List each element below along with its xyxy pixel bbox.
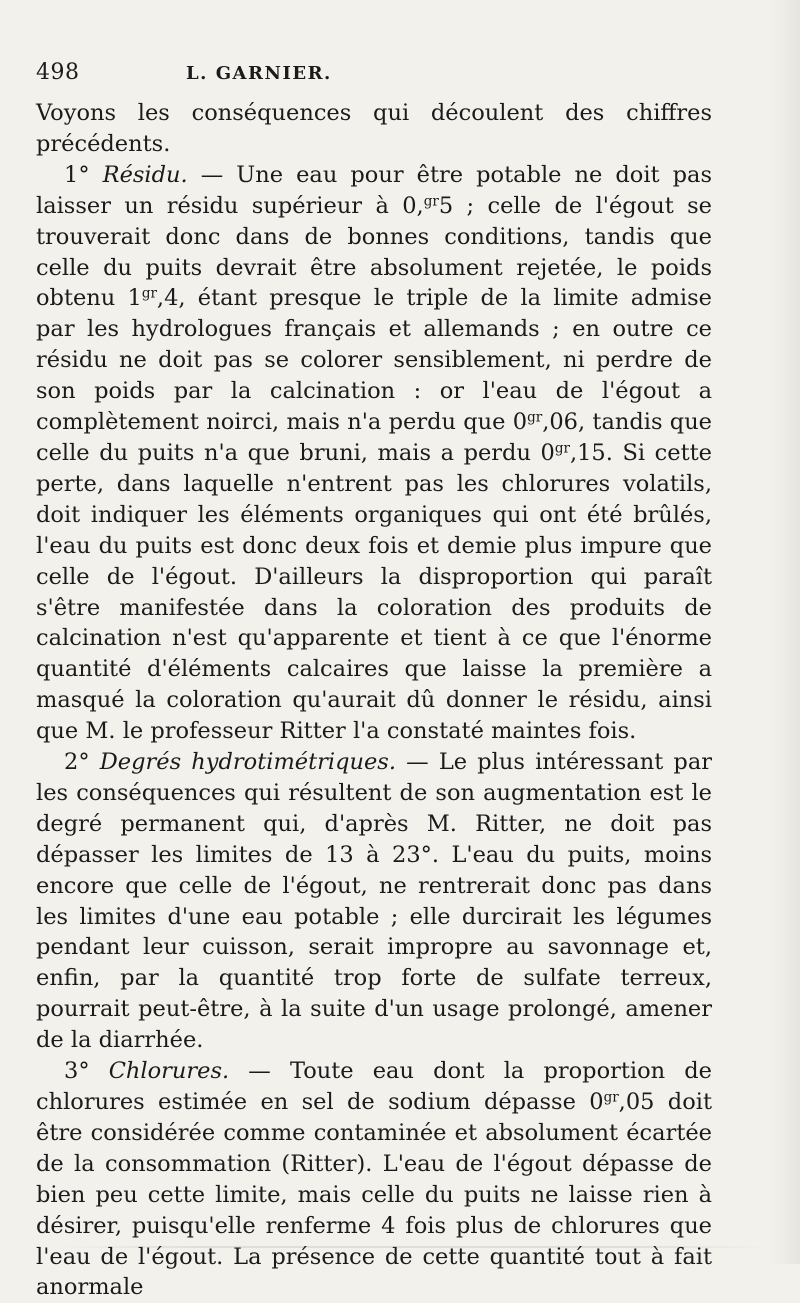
running-head: L. GARNIER. — [186, 63, 332, 84]
paragraph-intro — [36, 98, 712, 160]
body-text — [36, 98, 712, 1303]
paragraph-text: 2° Degrés hydrotimétriques. — Le plus intéressant par les conséquences qui résultent de son augmentation est le degré permanent qui, d'après M. Ritter, ne doit pas dépasser les limites de 13 à 23°. L'eau du puits, moins encore que celle de l'égout, ne rentrerait donc pas dans les limites d'une eau potable ; elle durcirait les légumes pendant leur cuisson, serait impropre au savonnage et, enfin, par la quantité trop forte de sulfate terreux, pourrait peut-être, à la suite d'un usage prolongé, amener de la diarrhée. — [36, 749, 712, 1054]
paragraph-text: Voyons les conséquences qui découlent des chiffres précédents. — [36, 100, 712, 157]
paragraph-residu — [36, 160, 712, 747]
paragraph-text: 3° Chlorures. — Toute eau dont la proportion de chlorures estimée en sel de sodium dépasse $0^{gr},05$ doit être considérée comme contaminée et absolument écartée de la consommation (Ritter). L'eau de l'égout dépasse de bien peu cette limite, mais celle du puits ne laisse rien à désirer, puisqu'elle renferme 4 fois plus de chlorures que l'eau de l'égout. La présence de cette quantité tout à fait anormale — [36, 1058, 712, 1301]
page-number: 498 — [36, 60, 80, 85]
bleed-through-shadow — [60, 1238, 770, 1256]
page-header — [36, 60, 712, 90]
page-edge-shadow — [770, 0, 800, 1264]
paragraph-degres — [36, 747, 712, 1056]
paragraph-chlorures — [36, 1056, 712, 1303]
paragraph-text: 1° Résidu. — Une eau pour être potable ne doit pas laisser un résidu supérieur à 0,$^{gr}$5 ; celle de l'égout se trouverait donc dans de bonnes conditions, tandis que celle du puits devrait être absolument rejetée, le poids obtenu $1^{gr},4$, étant presque le triple de la limite admise par les hydrologues français et allemands ; en outre ce résidu ne doit pas se colorer sensiblement, ni perdre de son poids par la calcination : or l'eau de l'égout a complètement noirci, mais n'a perdu que $0^{gr},06$, tandis que celle du puits n'a que bruni, mais a perdu $0^{gr},15$. Si cette perte, dans laquelle n'entrent pas les chlorures volatils, doit indiquer les éléments organiques qui ont été brûlés, l'eau du puits est donc deux fois et demie plus impure que celle de l'égout. D'ailleurs la disproportion qui paraît s'être manifestée dans la coloration des produits de calcination n'est qu'apparente et tient à ce que l'énorme quantité d'éléments calcaires que laisse la première a masqué la coloration qu'aurait dû donner le résidu, ainsi que M. le professeur Ritter l'a constaté maintes fois. — [36, 161, 713, 745]
